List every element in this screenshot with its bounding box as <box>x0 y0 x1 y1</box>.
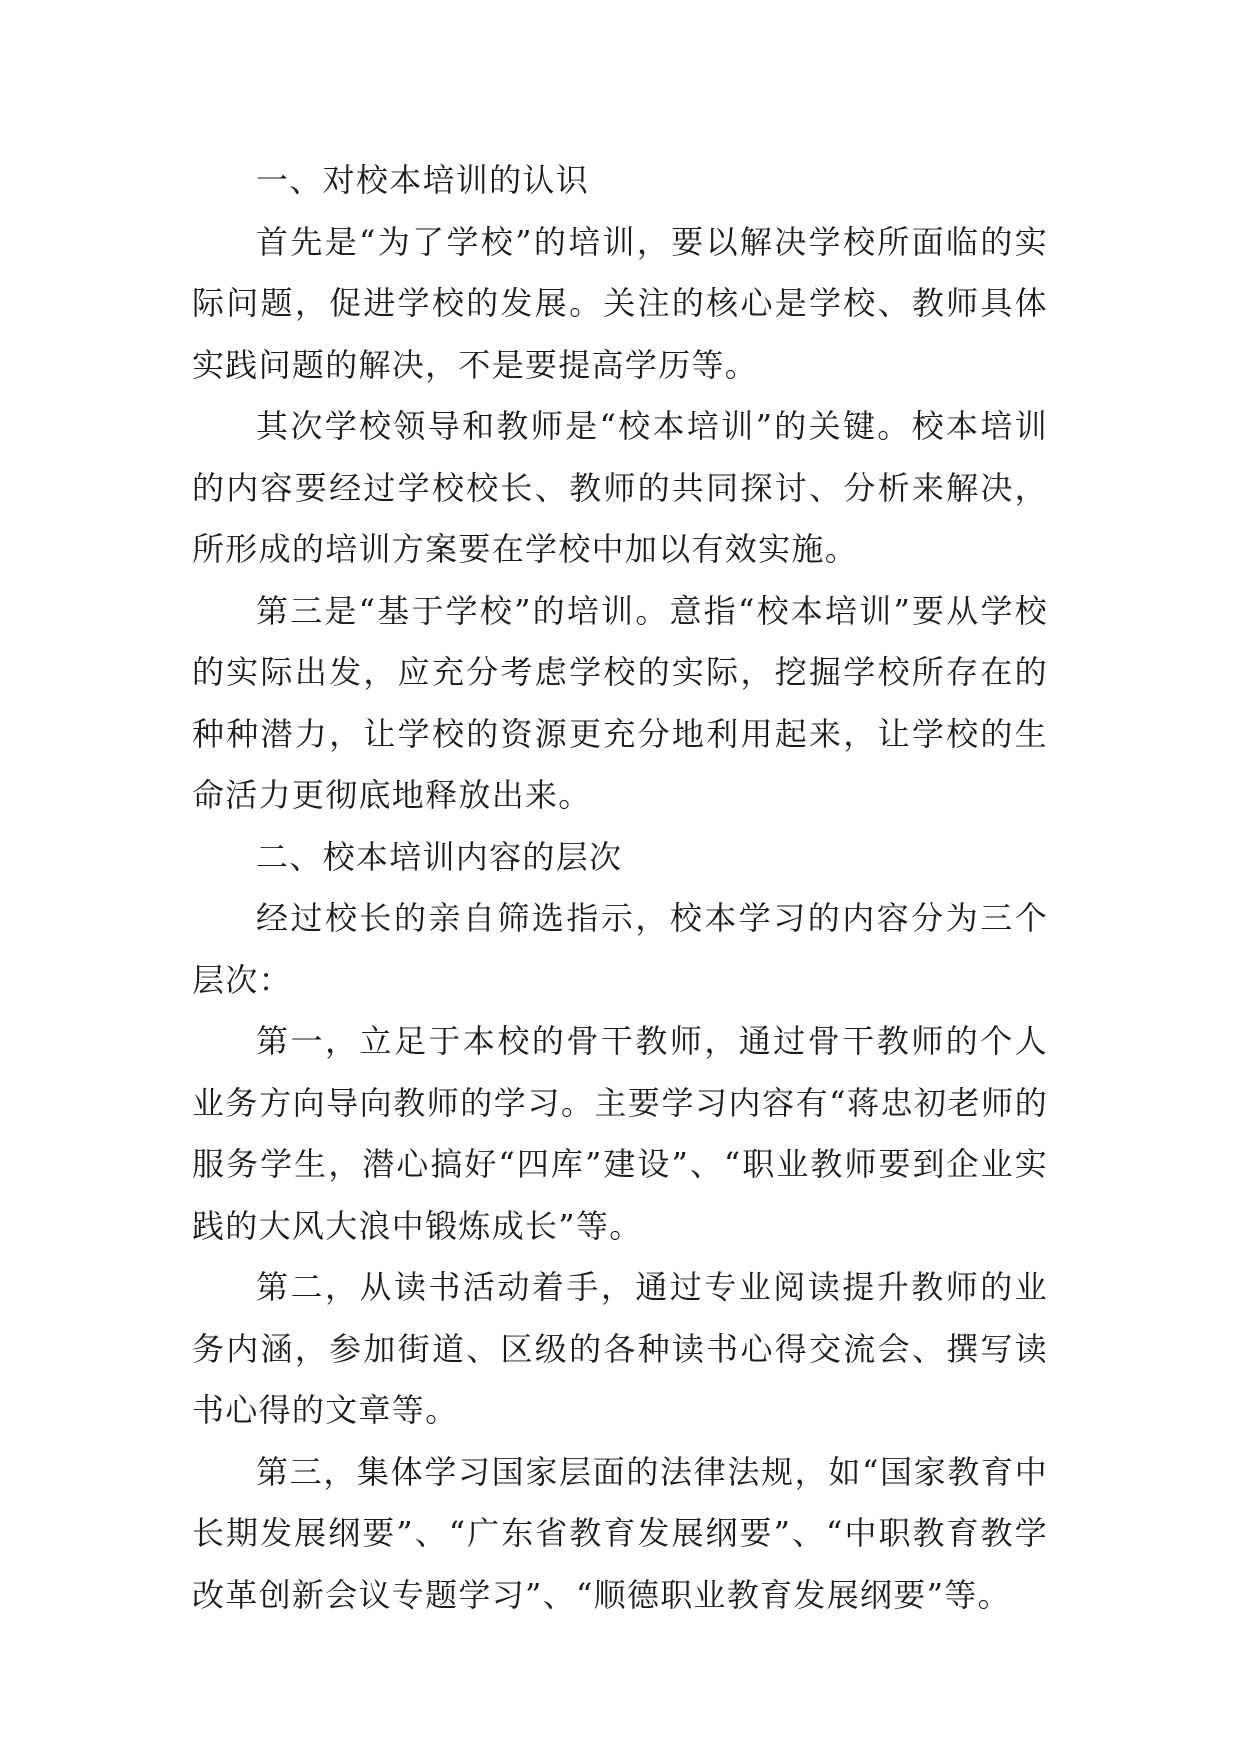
paragraph-level-two: 第二，从读书活动着手，通过专业阅读提升教师的业务内涵，参加街道、区级的各种读书心得交流会、撰写读书心得的文章等。 <box>192 1268 1048 1429</box>
paragraph-content-levels-intro: 经过校长的亲自筛选指示，校本学习的内容分为三个层次： <box>192 899 1048 999</box>
paragraph-third-point: 第三是“基于学校”的培训。意指“校本培训”要从学校的实际出发，应充分考虑学校的实际，挖掘学校所存在的种种潜力，让学校的资源更充分地利用起来，让学校的生命活力更彻底地释放出来。 <box>192 591 1048 814</box>
paragraph-level-one: 第一，立足于本校的骨干教师，通过骨干教师的个人业务方向导向教师的学习。主要学习内容有“蒋忠初老师的服务学生，潜心搞好“四库”建设”、“职业教师要到企业实践的大风大浪中锻炼成长”等。 <box>192 1022 1048 1245</box>
paragraph-level-three: 第三，集体学习国家层面的法律法规，如“国家教育中长期发展纲要”、“广东省教育发展纲要”、“中职教育教学改革创新会议专题学习”、“顺德职业教育发展纲要”等。 <box>192 1452 1048 1614</box>
section-heading-2: 二、校本培训内容的层次 <box>256 837 623 876</box>
section-heading-1: 一、对校本培训的认识 <box>256 161 590 199</box>
document-body <box>192 150 1048 1626</box>
paragraph-first-point: 首先是“为了学校”的培训，要以解决学校所面临的实际问题，促进学校的发展。关注的核心是学校、教师具体实践问题的解决，不是要提高学历等。 <box>192 222 1048 384</box>
paragraph-second-point: 其次学校领导和教师是“校本培训”的关键。校本培训的内容要经过学校校长、教师的共同探讨、分析来解决，所形成的培训方案要在学校中加以有效实施。 <box>192 407 1048 568</box>
